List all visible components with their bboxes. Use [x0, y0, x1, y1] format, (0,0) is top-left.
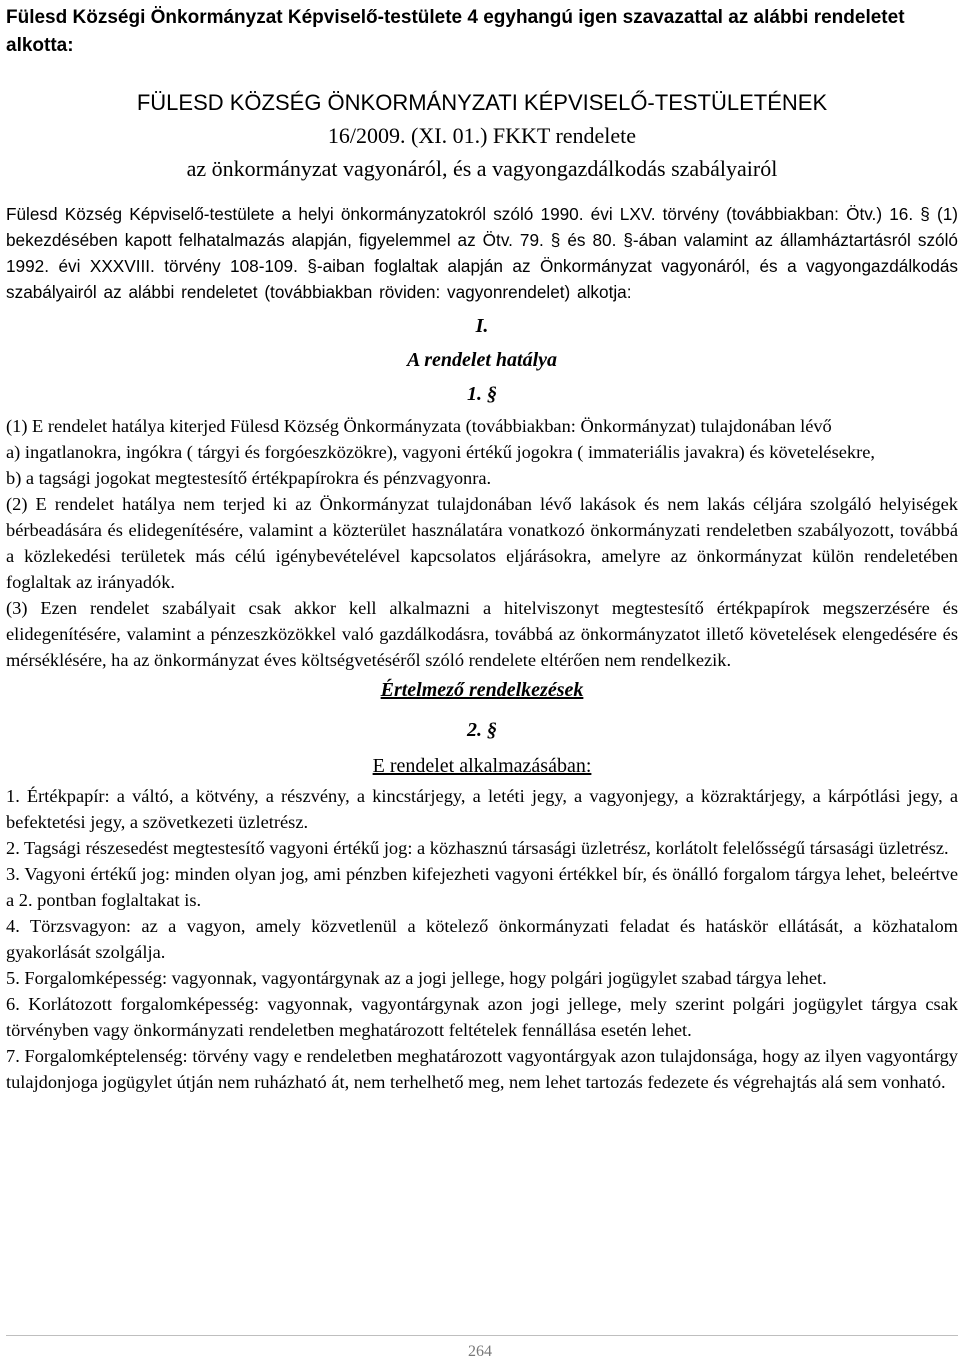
section-number: I.: [475, 315, 489, 337]
title-line-1: FÜLESD KÖZSÉG ÖNKORMÁNYZATI KÉPVISELŐ-TESTÜLETÉNEK: [136, 90, 828, 115]
paragraph-number: 1. §: [467, 383, 497, 405]
intro-text: Fülesd Községi Önkormányzat Képviselő-testülete 4 egyhangú igen szavazattal az alábbi rendeletet alkotta:: [6, 7, 905, 56]
definition-item: 6. Korlátozott forgalomképesség: vagyonnak, vagyontárgynak azon jogi jellege, mely szerint polgári jogügylet tárgya csak törvényben vagy önkormányzati rendeletben meghatározott feltételek fennállása esetén lehet.: [6, 994, 958, 1040]
definition-item: 2. Tagsági részesedést megtestesítő vagyoni értékű jog: a közhasznú társasági üzletrész, korlátolt felelősségű társasági üzletrész.: [6, 838, 949, 858]
scope-paragraph-1: (1) E rendelet hatálya kiterjed Fülesd Község Önkormányzata (továbbiakban: Önkormányzat) tulajdonában lévő: [6, 416, 832, 436]
definition-item: 1. Értékpapír: a váltó, a kötvény, a részvény, a kincstárjegy, a letéti jegy, a vagyonjegy, a közraktárjegy, a kárpótlási jegy, a befektetési jegy, a szövetkezeti üzletrész.: [6, 786, 958, 832]
definition-item: 4. Törzsvagyon: az a vagyon, amely közvetlenül a kötelező önkormányzati feladat és hatáskör ellátását, a közhatalom gyakorlását szolgálja.: [6, 916, 958, 962]
definitions-title: Értelmező rendelkezések: [380, 679, 584, 701]
section-title: A rendelet hatálya: [407, 349, 557, 371]
definition-item: 5. Forgalomképesség: vagyonnak, vagyontárgynak az a jogi jellege, hogy polgári jogügylet szabad tárgya lehet.: [6, 968, 827, 988]
page-number: 264: [468, 1343, 492, 1360]
scope-paragraph-3: (3) Ezen rendelet szabályait csak akkor kell alkalmazni a hitelviszonyt megtestesítő értékpapírok megszerzésére és elidegenítésére, valamint a pénzeszközökkel való gazdálkodásra, továbbá az önkormányzatot illető követelések elengedésére és mérséklésére, ha az önkormányzat éves költségvetéséről szóló rendelete eltérően nem rendelkezik.: [6, 598, 958, 670]
definitions-list: [6, 783, 958, 1095]
definition-item: 7. Forgalomképtelenség: törvény vagy e rendeletben meghatározott vagyontárgyak azon tulajdonsága, hogy az ilyen vagyontárgy tulajdonjoga jogügylet útján nem ruházható át, nem terhelhető meg, nem lehet tartozás fedezete és végrehajtás alá sem vonható.: [6, 1046, 958, 1092]
title-line-2: 16/2009. (XI. 01.) FKKT rendelete: [327, 123, 637, 148]
definition-item: 3. Vagyoni értékű jog: minden olyan jog, ami pénzben kifejezheti vagyoni értékkel bír, és önálló forgalom tárgya lehet, beleértve a 2. pontban foglaltakat is.: [6, 864, 958, 910]
scope-paragraph-2: (2) E rendelet hatálya nem terjed ki az Önkormányzat tulajdonában lévő lakások és nem lakás céljára szolgáló helyiségek bérbeadására és elidegenítésére, valamint a közterület használatára vonatkozó önkormányzati rendeletben szabályozott, továbbá a közlekedési területek más célú igénybevételével kapcsolatos eljárásokra, amelyre az önkormányzat külön rendeletében foglaltak az irányadók.: [6, 494, 958, 592]
scope-item-b: b) a tagsági jogokat megtestesítő értékpapírokra és pénzvagyonra.: [6, 468, 492, 488]
footer-divider: [6, 1335, 958, 1336]
scope-item-a: a) ingatlanokra, ingókra ( tárgyi és forgóeszközökre), vagyoni értékű jogokra ( immateriális javakra) és követelésekre,: [6, 442, 875, 462]
definitions-subtitle: E rendelet alkalmazásában:: [372, 755, 592, 777]
definitions-paragraph-number: 2. §: [467, 719, 497, 741]
title-line-3: az önkormányzat vagyonáról, és a vagyongazdálkodás szabályairól: [186, 156, 778, 181]
preamble: Fülesd Község Képviselő-testülete a helyi önkormányzatokról szóló 1990. évi LXV. törvény (továbbiakban: Ötv.) 16. § (1) bekezdésében kapott felhatalmazás alapján, figyelemmel az Ötv. 79. § és 80. §-ában valamint az államháztartásról szóló 1992. évi XXXVIII. törvény 108-109. §-aiban foglaltak alapján az Önkormányzat vagyonáról, és a vagyongazdálkodás szabályairól az alábbi rendeletet (továbbiakban röviden: vagyonrendelet) alkotja:: [6, 204, 958, 302]
document-page: [6, 0, 958, 1363]
document-title: [6, 86, 958, 185]
